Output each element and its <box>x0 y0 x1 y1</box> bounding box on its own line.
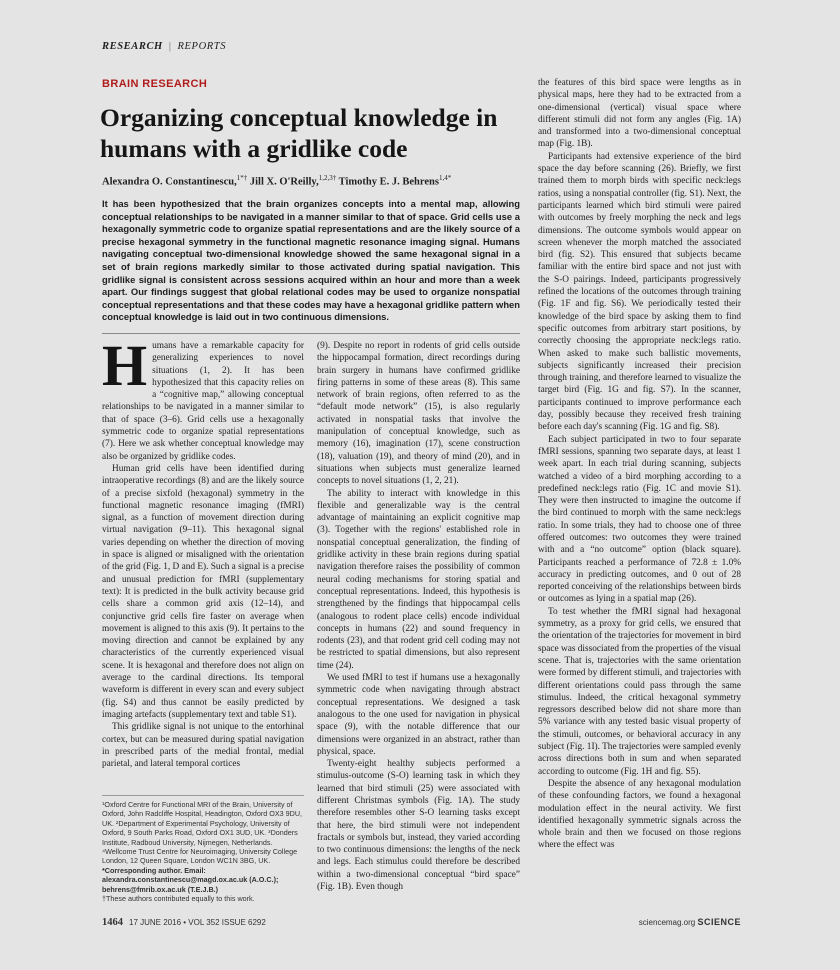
body-paragraph: The ability to interact with knowledge in this flexible and generalizable way is the central advantage of maintaining an explicit cognitive map (3). Together with the regions' established role in nonspatial conceptual generalization, the finding of gridlike activity in these brain regions during spatial navigation therefore raises the possibility of common neural coding mechanisms for storing spatial and conceptual representations. Indeed, this hypothesis is strengthened by the findings that hippocampal cells (analogous to rodent place cells) encode individual concepts in humans (22) and sound frequency in rodents (23), and that rodent grid cell coding may not be restricted to spatial dimensions, but also represent time (24). <box>317 488 520 671</box>
journal-section: RESEARCH <box>102 41 163 52</box>
author-3: Timothy E. J. Behrens <box>338 176 439 188</box>
body-paragraph: (9). Despite no report in rodents of grid cells outside the hippocampal formation, direct recordings during brain surgery in humans have confirmed gridlike firing patterns in some of these areas (8). This same network of brain regions, often referred to as the “default mode network” (15), is also regularly activated in nonspatial tasks that involve the manipulation of conceptual knowledge, such as memory (16), imagination (17), scene construction (18), valuation (19), and theory of mind (20), and in situations when subjects must generalize learned concepts to novel situations (1, 2, 21). <box>317 341 520 487</box>
affiliations-note: ¹Oxford Centre for Functional MRI of the Brain, University of Oxford, John Radcliffe Hospital, Headington, Oxford OX3 9DU, UK. ²Department of Experimental Psychology, University of Oxford, 9 South Parks Road, Oxford OX1 3UD, UK. ³Donders Institute, Radboud University, Nijmegen, Netherlands. ⁴Wellcome Trust Centre for Neuroimaging, University College London, 12 Queen Square, London WC1N 3BG, UK. <box>102 800 303 866</box>
abstract-divider <box>102 333 520 334</box>
journal-site: sciencemag.org <box>638 918 696 927</box>
section-label: BRAIN RESEARCH <box>102 78 208 90</box>
author-1: Alexandra O. Constantinescu, <box>102 176 237 188</box>
body-paragraph: Each subject participated in two to four separate fMRI sessions, spanning two separate days, at least 1 week apart. In each trial during scanning, subjects watched a video of a bird morphing according to a predefined neck:legs ratio (Fig. 1C and movie S1). They were then instructed to imagine the outcome if the bird continued to morph with the same neck:legs ratio. In some trials, they had to choose one of three offered outcomes: two outcomes they were trained with and a “no outcome” option (black square). Participants reached a performance of 72.8 ± 1.0% accuracy in predicting outcomes, and 0 out of 28 reported conceiving of the relationships between birds or outcomes as lying in a spatial map (26). <box>538 434 741 605</box>
body-paragraph: Twenty-eight healthy subjects performed a stimulus-outcome (S-O) learning task in which they learned that bird stimuli (25) were associated with different Christmas symbols (Fig. 1A). The study therefore resembles other S-O learning tasks except that here, the bird stimuli were not independent fractals or symbols but, instead, they varied according to two continuous dimensions: the lengths of the neck and legs. Each stimulus could therefore be described within a two-dimensional conceptual “bird space” (Fig. 1B). Even though <box>317 759 520 893</box>
body-paragraph: the features of this bird space were lengths as in physical maps, here they had to be extracted from a one-dimensional (vertical) visual space where different stimuli did not form any angles (Fig. 1A) and transformed into a two-dimensional conceptual map (Fig. 1B). <box>538 78 741 150</box>
article-title: Organizing conceptual knowledge in humans with a gridlike code <box>100 103 498 163</box>
body-paragraph: We used fMRI to test if humans use a hexagonally symmetric code when navigating through abstract conceptual representations. We designed a task analogous to the one used for navigation in physical space (9), with the notable difference that our dimensions were organized in an abstract, rather than physical, space. <box>317 673 520 757</box>
body-paragraph: This gridlike signal is not unique to the entorhinal cortex, but can be measured during spatial navigation in prescribed parts of the medial frontal, medial parietal, and lateral temporal cortices <box>102 722 304 770</box>
author-2-affil: 1,2,3† <box>318 174 337 182</box>
author-2: Jill X. O'Reilly, <box>249 176 319 188</box>
drop-cap: H <box>102 340 148 398</box>
body-column-2 <box>317 340 520 895</box>
equal-contribution-note: †These authors contributed equally to this work. <box>102 894 255 904</box>
footnotes <box>102 795 304 903</box>
subsection: REPORTS <box>177 41 227 52</box>
abstract: It has been hypothesized that the brain organizes concepts into a mental map, allowing conceptual relationships to be navigated in a manner similar to that of space. Grid cells use a hexagonally symmetric code to organize spatial representations and are the likely source of a precise hexagonal symmetry in the functional magnetic resonance imaging signal. Humans navigating conceptual two-dimensional knowledge showed the same hexagonal signal in a set of brain regions markedly similar to those activated during spatial navigation. This gridlike signal is consistent across sessions acquired within an hour and more than a week apart. Our findings suggest that global relational codes may be used to organize nonspatial conceptual representations and that these codes may have a hexagonal gridlike pattern when conceptual knowledge is laid out in two continuous dimensions. <box>102 198 520 323</box>
body-paragraph: Despite the absence of any hexagonal modulation of these confounding factors, we found a hexagonal modulation effect in the neural activity. We first identified hexagonally symmetric signals across the whole brain and then we focused on those regions where the effect was <box>538 778 741 851</box>
corresponding-author-note: *Corresponding author. Email: alexandra.constantinescu@magd.ox.ac.uk (A.O.C.); behrens@fmrib.ox.ac.uk (T.E.J.B.) <box>102 865 279 894</box>
journal-name: SCIENCE <box>697 917 741 927</box>
body-paragraph: To test whether the fMRI signal had hexagonal symmetry, as a proxy for grid cells, we ensured that the orientation of the trajectories for movement in bird space was dissociated from the properties of the visual scene. That is, trajectories with the same orientation were formed by different stimuli, and trajectories with different orientations could pass through the same stimulus. Indeed, the critical hexagonal symmetry regressors described below did not share more than 5% variance with any tested basic visual property of the stimuli, outcomes, or behavioral accuracy in any subject (Fig. 1I). The trajectories were sampled evenly across directions both in sum and when separated according to outcome (Fig. 1H and fig. S5). <box>538 606 741 777</box>
body-paragraph: Participants had extensive experience of the bird space the day before scanning (26). Briefly, we first trained them to morph birds with specific neck:legs ratios, using a nonspatial controller (fig. S1). Next, the participants learned which bird stimuli were paired with outcomes by freely morphing the neck and legs dimensions. The outcome symbols would appear on screen whenever the morph matched the associated bird (fig. S2). This ensured that subjects became familiar with the entire bird space and not just with the S-O pairings. Indeed, participants progressively refined the locations of the outcomes through training (Fig. 1F and fig. S6). We periodically tested their knowledge of the bird space by asking them to find specific outcomes from arbitrary start positions, by correctly choosing the appropriate neck:legs ratio. When asked to make such ballistic movements, subjects significantly increased their precision through training, and therefore learned to visualize the target bird (Fig. 1G and fig. S7). In the scanner, participants continued to improve performance each day, possibly because they received fresh training before each day's scanning (Fig. 1G and fig. S8). <box>538 151 741 433</box>
page-footer-left <box>102 917 266 928</box>
body-column-1 <box>102 340 304 788</box>
issue-info: 17 JUNE 2016 • VOL 352 ISSUE 6292 <box>129 918 266 927</box>
body-paragraph: Humans have a remarkable capacity for generalizing experiences to novel situations (1, 2). It has been hypothesized that this capacity relies on a “cognitive map,” allowing conceptual relationships to be navigated in a manner similar to that of space (3–6). Grid cells use a hexagonally symmetric code to organize spatial representations (7). Here we ask whether conceptual knowledge may also be organized by gridlike codes. <box>102 340 304 462</box>
page-footer-right <box>576 917 741 927</box>
author-1-affil: 1*† <box>236 174 248 182</box>
body-paragraph: Human grid cells have been identified during intraoperative recordings (8) and are the likely source of a precise sixfold (hexagonal) symmetry in the functional magnetic resonance imaging (fMRI) signal, as a function of movement direction during virtual navigation (9–11). This hexagonal signal varies depending on whether the direction of moving in space is aligned or misaligned with the orientation of the grid (Fig. 1, D and E). Such a signal is a precise and unusual prediction for fMRI (supplementary text): It is predicted in the bulk activity because grid cells share a common grid axis (12–14), and conjunctive grid cells fire faster on average when movement is aligned to this axis (9). It pertains to the moving direction and cannot be explained by any characteristics of the currently experienced visual scene. It is hexagonal and therefore does not align on average to the cardinal directions. Its temporal waveform is different in every scan and every subject (fig. S4) and thus cannot be easily predicted by imaging artefacts (supplementary text and table S1). <box>102 463 304 720</box>
running-head: RESEARCH | REPORTS <box>102 41 227 52</box>
author-3-affil: 1,4* <box>438 174 452 182</box>
body-column-3 <box>538 77 741 895</box>
author-list <box>102 174 522 188</box>
page-number: 1464 <box>102 917 123 928</box>
